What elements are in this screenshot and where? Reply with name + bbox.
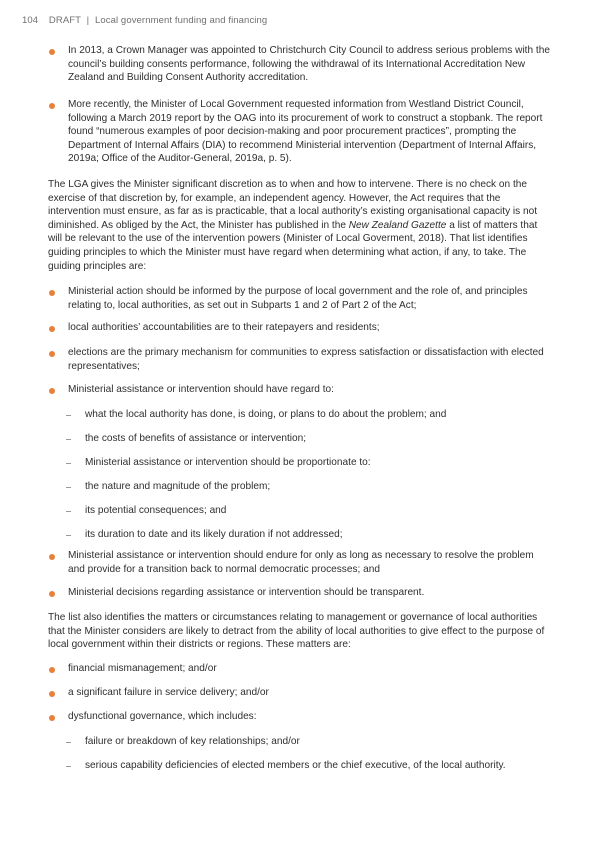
bullet-icon [49, 388, 55, 394]
page-header [22, 15, 267, 26]
bullet-icon [49, 103, 55, 109]
bullet-icon [49, 667, 55, 673]
list-item: Ministerial assistance or intervention should endure for only as long as necessary to resolve the problem and provide for a transition back to normal democratic processes; and [68, 550, 534, 575]
dash-icon [66, 415, 71, 416]
list-item: Ministerial assistance or intervention should have regard to: [68, 384, 334, 395]
draft-label: DRAFT [48, 15, 81, 26]
sub-list-item: failure or breakdown of key relationships; and/or [85, 736, 300, 747]
list-item: More recently, the Minister of Local Government requested information from Westland District Council, following a March 2019 report by the OAG into its procurement of work to construct a stopbank. The report found “numerous examples of poor decision-making and poor procurement practices”, prompting the Department of Internal Affairs (DIA) to recommend Ministerial intervention (Department of Internal Affairs, 2019a; Office of the Auditor-General, 2019a, p. 5). [68, 99, 543, 165]
sub-list-item: the nature and magnitude of the problem; [85, 481, 271, 492]
dash-icon [66, 487, 71, 488]
gazette-title: New Zealand Gazette [348, 219, 447, 231]
bullet-icon [49, 49, 55, 55]
body-paragraph [48, 178, 548, 273]
document-title: Local government funding and financing [94, 15, 268, 26]
list-item: Ministerial decisions regarding assistance or intervention should be transparent. [68, 587, 425, 598]
list-item: financial mismanagement; and/or [68, 663, 217, 674]
dash-icon [66, 463, 71, 464]
sub-list-item: its duration to date and its likely duration if not addressed; [85, 529, 343, 540]
bullet-icon [49, 290, 55, 296]
dash-icon [66, 535, 71, 536]
bullet-icon [49, 691, 55, 697]
bullet-icon [49, 326, 55, 332]
list-item: In 2013, a Crown Manager was appointed to Christchurch City Council to address serious problems with the council’s building consents performance, following the withdrawal of its International Accreditation New Zealand and Building Consent Authority accreditation. [68, 45, 550, 84]
bullet-icon [49, 591, 55, 597]
dash-icon [66, 511, 71, 512]
dash-icon [66, 766, 71, 767]
list-item: Ministerial action should be informed by the purpose of local government and the role of, and principles relating to, local authorities, as set out in Subparts 1 and 2 of Part 2 of the Act; [68, 286, 528, 311]
dash-icon [66, 742, 71, 743]
bullet-icon [49, 715, 55, 721]
list-item: a significant failure in service delivery; and/or [68, 687, 269, 698]
list-item: dysfunctional governance, which includes: [68, 711, 257, 722]
paragraph-text: The LGA gives the Minister significant discretion as to when and how to intervene. There is no check on the exercise of that discretion by, for example, an independent agency. However, the Act requires that the intervention must ensure, as far as is practicable, that a local authority’s existing organisational capacity is not diminished. As obliged by the Act, the Minister has published in the [48, 179, 538, 231]
body-paragraph: The list also identifies the matters or circumstances relating to management or governance of local authorities that the Minister considers are likely to detract from the ability of local authorities to give effect to the purpose of local government within their districts or regions. These matters are: [48, 612, 545, 651]
bullet-icon [49, 351, 55, 357]
list-item: local authorities’ accountabilities are to their ratepayers and residents; [68, 322, 380, 333]
sub-list-item: what the local authority has done, is doing, or plans to do about the problem; and [85, 409, 447, 420]
sub-list-item: its potential consequences; and [85, 505, 227, 516]
sub-list-item: serious capability deficiencies of elected members or the chief executive, of the local authority. [85, 760, 506, 771]
header-separator: | [86, 15, 90, 26]
sub-list-item: Ministerial assistance or intervention should be proportionate to: [85, 457, 371, 468]
bullet-icon [49, 554, 55, 560]
sub-list-item: the costs of benefits of assistance or intervention; [85, 433, 307, 444]
list-item: elections are the primary mechanism for communities to express satisfaction or dissatisfaction with elected representatives; [68, 347, 544, 372]
dash-icon [66, 439, 71, 440]
paragraph-text: a list of matters that will be relevant to the use of the intervention powers (Minister of Local Goverment, 2018). That list identifies guiding principles to which the Minister must have regard when determining what action, if any, to take. The guiding principles are: [48, 219, 538, 272]
page-number: 104 [22, 15, 39, 26]
